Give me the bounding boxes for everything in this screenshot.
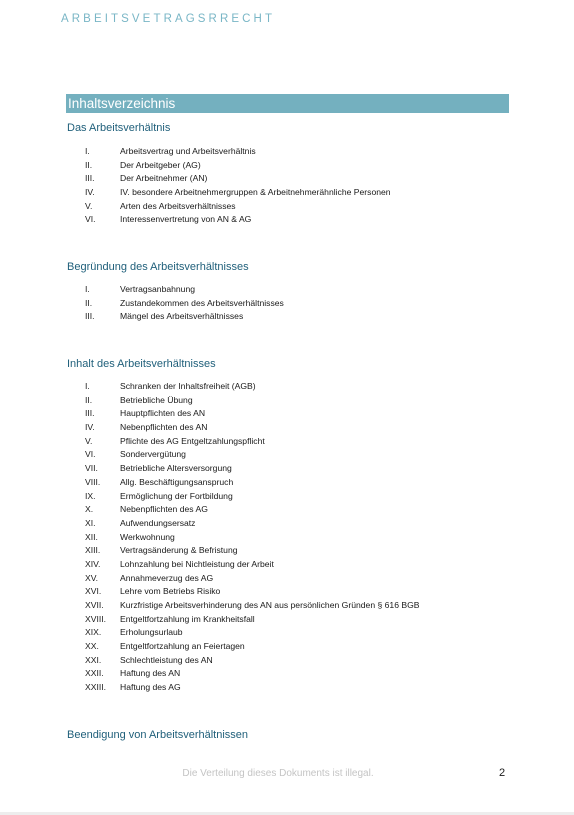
toc-entry-text: Arbeitsvertrag und Arbeitsverhältnis (120, 146, 256, 156)
toc-entry-number: I. (85, 381, 90, 391)
toc-entry-text: Haftung des AN (120, 668, 181, 679)
toc-entry-text: Lehre vom Betriebs Risiko (120, 586, 221, 597)
document-header-title: ARBEITSVETRAGSRRECHT (61, 13, 276, 25)
toc-entry-number: XXII. (85, 668, 104, 679)
toc-entry-number: IV. (85, 187, 95, 198)
toc-entry-number: II. (85, 394, 93, 405)
toc-entry-number: VII. (85, 463, 98, 474)
toc-entry-text: Mängel des Arbeitsverhältnisses (120, 311, 244, 322)
toc-entry-text: Erholungsurlaub (120, 627, 183, 638)
toc-entry-text: Werkwohnung (120, 531, 175, 542)
section-title-begruendung: Begründung des Arbeitsverhältnisses (67, 261, 249, 273)
toc-entry-number: V. (85, 435, 93, 446)
toc-entry-number: XVIII. (85, 613, 107, 624)
toc-entry-text: Vertragsanbahnung (120, 284, 196, 294)
toc-entry-number: XV. (85, 572, 99, 583)
toc-entry-number: III. (85, 408, 95, 419)
toc-entry-text: Arten des Arbeitsverhältnisses (120, 200, 236, 211)
toc-entry-text: Annahmeverzug des AG (120, 572, 214, 583)
toc-entry-text: Lohnzahlung bei Nichtleistung der Arbeit (120, 558, 274, 569)
toc-entry-number: VIII. (85, 476, 101, 487)
toc-entry-number: IV. (85, 422, 95, 433)
toc-entry-text: Allg. Beschäftigungsanspruch (120, 476, 234, 487)
toc-entry-text: Entgeltfortzahlung an Feiertagen (120, 641, 245, 652)
toc-entry-text: Nebenpflichten des AG (120, 504, 208, 515)
toc-entry-number: I. (85, 146, 90, 156)
toc-entry-number: II. (85, 297, 93, 308)
toc-entry-number: III. (85, 173, 95, 184)
section-title-das-arbeitsverhaeltnis: Das Arbeitsverhältnis (67, 122, 171, 134)
toc-entry-number: X. (85, 504, 94, 515)
section-title-inhalt: Inhalt des Arbeitsverhältnisses (67, 358, 216, 370)
toc-entry-text: Betriebliche Altersversorgung (120, 463, 232, 474)
toc-entry-number: XII. (85, 531, 98, 542)
toc-entry-number: XI. (85, 517, 96, 528)
toc-entry-text: Sondervergütung (120, 449, 186, 460)
toc-entry-number: VI. (85, 449, 96, 460)
toc-entry-text: Hauptpflichten des AN (120, 408, 206, 419)
toc-entry-text: Zustandekommen des Arbeitsverhältnisses (120, 297, 284, 308)
toc-entry-number: XIII. (85, 545, 101, 556)
toc-entry-number: III. (85, 311, 95, 322)
page-number: 2 (499, 767, 506, 779)
section-title-beendigung: Beendigung von Arbeitsverhältnissen (67, 729, 249, 741)
toc-entry-number: XIV. (85, 558, 101, 569)
toc-entry-number: I. (85, 284, 90, 294)
toc-entry-number: XVII. (85, 600, 104, 610)
toc-entry-text: Schlechtleistung des AN (120, 654, 213, 665)
toc-entry-text: IV. besondere Arbeitnehmergruppen & Arbeitnehmerähnliche Personen (120, 187, 391, 198)
toc-entry-text: Schranken der Inhaltsfreiheit (AGB) (120, 381, 256, 391)
toc-entry-number: XX. (85, 641, 99, 652)
toc-entry-text: Nebenpflichten des AN (120, 422, 208, 433)
footer-copyright-note: Die Verteilung dieses Dokuments ist illegal. (182, 768, 374, 779)
toc-entry-number: XVI. (85, 586, 102, 597)
toc-entry-text: Der Arbeitnehmer (AN) (120, 173, 208, 184)
toc-entry-text: Aufwendungsersatz (120, 517, 196, 528)
toc-entry-number: XXIII. (85, 682, 107, 693)
toc-entry-text: Entgeltfortzahlung im Krankheitsfall (120, 613, 255, 624)
toc-entry-text: Betriebliche Übung (120, 394, 193, 405)
toc-entry-text: Haftung des AG (120, 682, 181, 693)
toc-entry-text: Interessenvertretung von AN & AG (120, 214, 252, 225)
toc-entry-text: Vertragsänderung & Befristung (120, 545, 238, 556)
toc-entry-text: Der Arbeitgeber (AG) (120, 159, 201, 170)
toc-entry-number: IX. (85, 490, 96, 501)
toc-entry-number: XIX. (85, 627, 102, 638)
toc-entry-number: V. (85, 200, 93, 211)
toc-entry-number: VI. (85, 214, 96, 225)
toc-entry-number: XXI. (85, 654, 102, 665)
toc-entry-text: Ermöglichung der Fortbildung (120, 490, 233, 501)
toc-entry-text: Kurzfristige Arbeitsverhinderung des AN aus persönlichen Gründen § 616 BGB (120, 600, 420, 610)
toc-heading: Inhaltsverzeichnis (66, 94, 509, 113)
toc-entry-number: II. (85, 159, 93, 170)
toc-entry-text: Pflichte des AG Entgeltzahlungspflicht (120, 435, 265, 446)
